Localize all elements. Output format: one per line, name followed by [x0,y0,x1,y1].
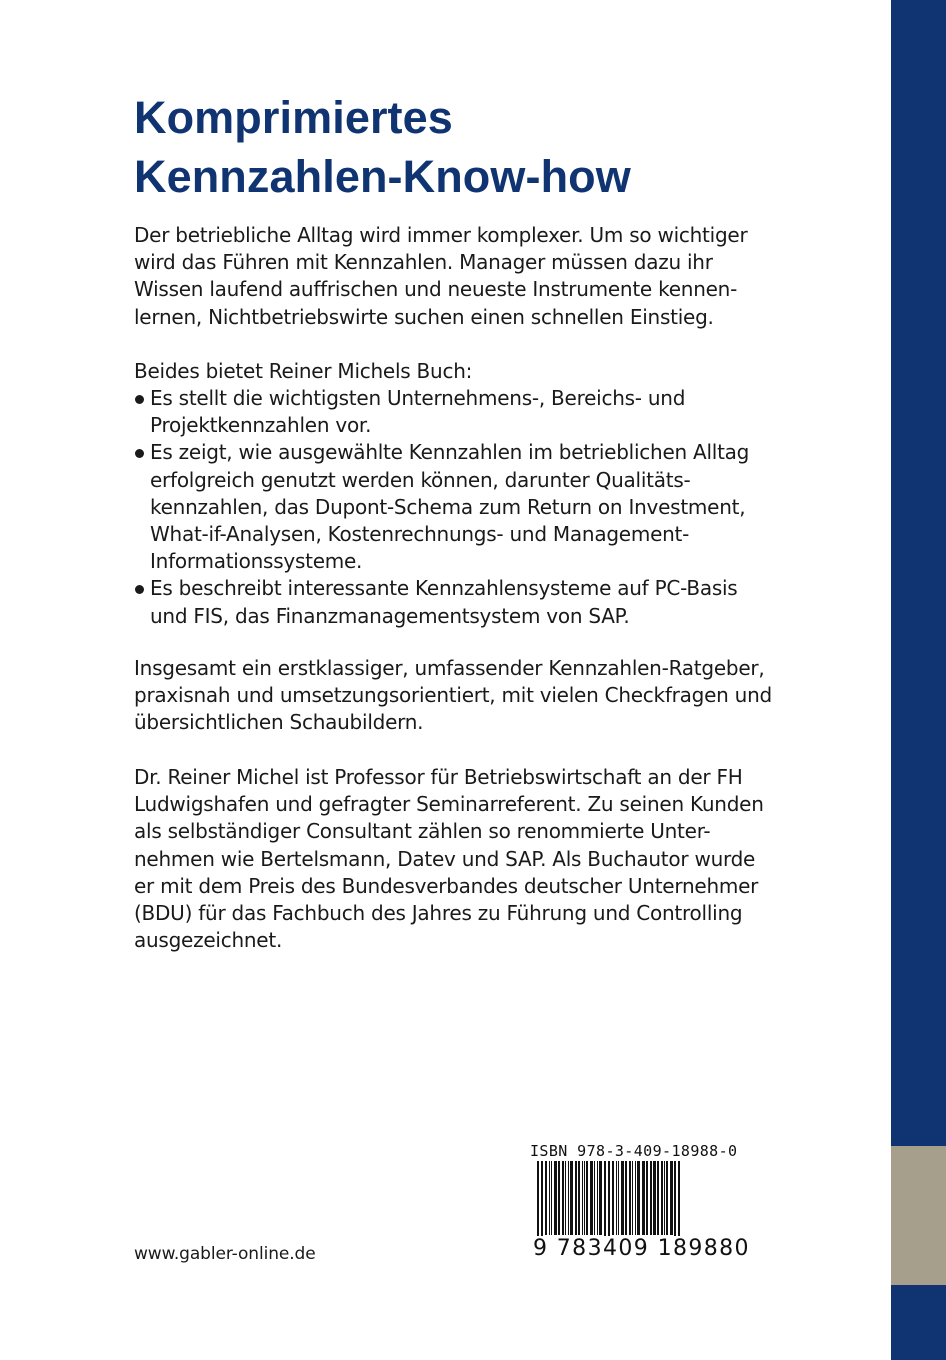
barcode-bar [612,1161,614,1235]
barcode-bar [661,1161,663,1235]
author-line: nehmen wie Bertelsmann, Datev und SAP. Als Buchautor wurde [134,846,756,871]
bullet-dot-icon [135,449,144,458]
barcode-bar [670,1161,673,1235]
author-line: Ludwigshafen und gefragter Seminarreferent. Zu seinen Kunden [134,792,764,817]
barcode-bar [594,1161,595,1235]
barcode-bar [629,1161,631,1235]
feature-line: und FIS, das Finanzmanagementsystem von SAP. [150,603,630,628]
feature-line: erfolgreich genutzt werden können, darunter Qualitäts- [150,467,691,492]
barcode-bar [621,1161,624,1235]
feature-item [134,385,749,439]
barcode-bar [549,1161,550,1235]
barcode-bar [664,1161,665,1235]
feature-line: kennzahlen, das Dupont-Schema zum Return on Investment, [150,494,746,519]
barcode-bar [545,1161,547,1235]
spine-label-block [891,1146,946,1285]
barcode-bar [635,1161,636,1235]
author-paragraph [134,764,764,954]
feature-line: Informationssysteme. [150,549,363,574]
barcode-bar [618,1161,619,1235]
isbn-label: ISBN 978-3-409-18988-0 [530,1142,738,1160]
intro-line: Wissen laufend auffrischen und neueste Instrumente kennen- [134,277,738,302]
barcode-bar [599,1161,602,1235]
summary-paragraph [134,655,772,737]
barcode-bar [551,1161,552,1235]
feature-item [134,575,749,629]
barcode-bar [616,1161,617,1235]
barcode-bar [650,1161,652,1235]
barcode-bar [575,1161,577,1235]
barcode-bar [578,1161,580,1235]
feature-list [134,385,749,630]
summary-line: Insgesamt ein erstklassiger, umfassender Kennzahlen-Ratgeber, [134,656,765,680]
summary-line: praxisnah und umsetzungsorientiert, mit vielen Checkfragen und [134,683,772,708]
barcode-bar [653,1161,656,1235]
barcode-bar [590,1161,593,1235]
intro-line: wird das Führen mit Kennzahlen. Manager müssen dazu ihr [134,250,713,275]
feature-line: What-if-Analysen, Kostenrechnungs- und Management- [150,522,690,547]
author-line: (BDU) für das Fachbuch des Jahres zu Führung und Controlling [134,901,743,926]
book-title [134,88,631,206]
feature-item [134,439,749,575]
feature-line: Es stellt die wichtigsten Unternehmens-, Bereichs- und [150,386,686,410]
barcode-bar [666,1161,668,1235]
bullet-dot-icon [135,585,144,594]
barcode-bar [562,1161,564,1235]
intro-line: Der betriebliche Alltag wird immer komplexer. Um so wichtiger [134,223,748,247]
author-line: ausgezeichnet. [134,928,283,953]
barcode-bar [586,1161,588,1235]
bullet-dot-icon [135,395,144,404]
barcode-bar [558,1161,560,1235]
barcode-bar [597,1161,598,1235]
barcode-bar [565,1161,566,1235]
barcode-bar [570,1161,573,1235]
barcode-bar [625,1161,627,1235]
title-line-2: Kennzahlen-Know-how [134,151,631,202]
offer-lead [134,358,472,385]
barcode-bar [582,1161,583,1235]
feature-line: Es zeigt, wie ausgewählte Kennzahlen im betrieblichen Alltag [150,440,750,465]
author-line: Dr. Reiner Michel ist Professor für Betriebswirtschaft an der FH [134,765,743,789]
feature-line: Es beschreibt interessante Kennzahlensysteme auf PC-Basis [150,576,738,601]
barcode-bar [568,1161,569,1235]
barcode-bar [642,1161,645,1235]
barcode-bar [554,1161,557,1235]
summary-line: übersichtlichen Schaubildern. [134,710,424,735]
intro-paragraph [134,222,747,331]
publisher-url[interactable]: www.gabler-online.de [134,1244,316,1264]
barcode-bar [637,1161,640,1235]
title-line-1: Komprimiertes [134,92,453,143]
barcode-bar [584,1161,585,1235]
barcode-bar [646,1161,648,1235]
feature-line: Projektkennzahlen vor. [150,413,372,438]
author-line: er mit dem Preis des Bundesverbandes deutscher Unternehmer [134,873,759,898]
barcode-bar [632,1161,633,1235]
barcode-bar [657,1161,659,1235]
intro-line: lernen, Nichtbetriebswirte suchen einen schnellen Einstieg. [134,304,714,329]
ean-digits: 9 783409 189880 [533,1236,750,1261]
offer-lead-text: Beides bietet Reiner Michels Buch: [134,359,473,383]
author-line: als selbständiger Consultant zählen so renommierte Unter- [134,819,711,844]
